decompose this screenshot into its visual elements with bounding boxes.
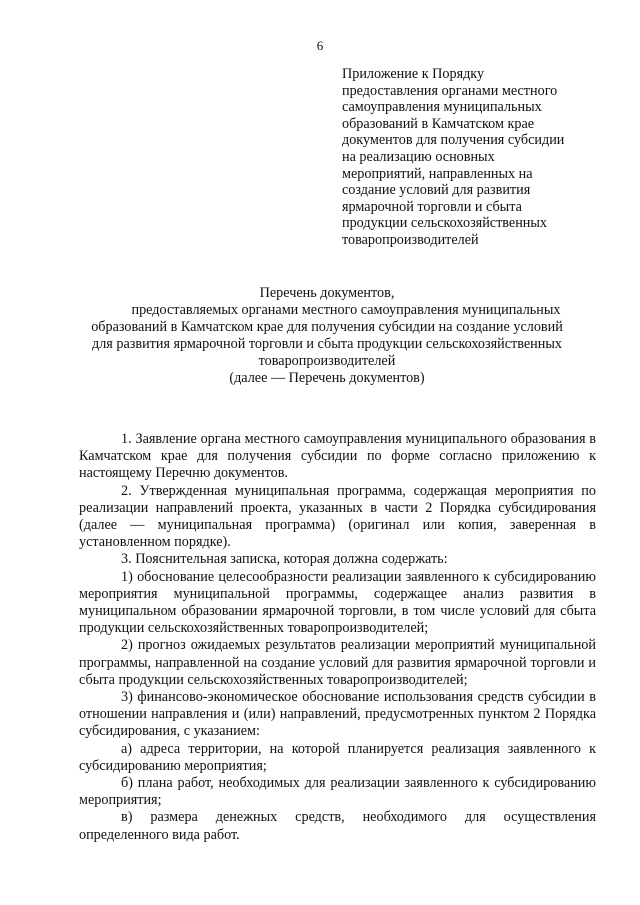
heading-line: для развития ярмарочной торговли и сбыта продукции сельскохозяйственных [92, 336, 562, 352]
appendix-line: документов для получения субсидии [342, 132, 565, 149]
appendix-reference-block [342, 66, 602, 249]
paragraph: а) адреса территории, на которой планируется реализация заявленного к субсидированию мероприятия; [79, 740, 596, 774]
paragraph: 1) обоснование целесообразности реализации заявленного к субсидированию мероприятия муниципальной программы, содержащее анализ развития в муниципальном образовании ярмарочной торговли, в том числе условий для сбыта продукции сельскохозяйственных товаропроизводителей; [79, 568, 596, 637]
appendix-line: продукции сельскохозяйственных [342, 215, 548, 232]
heading-line: товаропроизводителей [258, 353, 396, 369]
document-heading [60, 285, 594, 387]
heading-line: предоставляемых органами местного самоуправления муниципальных [131, 302, 561, 318]
appendix-line: самоуправления муниципальных [342, 99, 542, 116]
heading-line: (далее — Перечень документов) [229, 370, 425, 386]
paragraph: 3) финансово-экономическое обоснование использования средств субсидии в отношении направления и (или) направлений, предусмотренных пунктом 2 Порядка субсидирования, с указанием: [79, 689, 596, 740]
paragraph: в) размера денежных средств, необходимого для осуществления определенного вида работ. [79, 809, 596, 843]
paragraph: б) плана работ, необходимых для реализации заявленного к субсидированию мероприятия; [79, 775, 596, 809]
appendix-line: на реализацию основных [342, 148, 495, 165]
appendix-line: образований в Камчатском крае [342, 115, 535, 132]
appendix-line: предоставления органами местного [342, 82, 558, 99]
paragraph: 2) прогноз ожидаемых результатов реализации мероприятий муниципальной программы, направленной на создание условий для развития ярмарочной торговли и сбыта продукции сельскохозяйственных товаропроизводителей; [79, 637, 596, 688]
paragraph: 3. Пояснительная записка, которая должна содержать: [121, 551, 448, 568]
appendix-line: Приложение к Порядку [342, 66, 485, 82]
appendix-line: ярмарочной торговли и сбыта [342, 198, 522, 215]
paragraph: 2. Утвержденная муниципальная программа, содержащая мероприятия по реализации направлений проекта, указанных в части 2 Порядка субсидирования (далее — муниципальная программа) (оригинал или копия, заверенная в установленном порядке). [79, 482, 596, 551]
paragraph: 1. Заявление органа местного самоуправления муниципального образования в Камчатском крае для получения субсидии по форме согласно приложению к настоящему Перечню документов. [79, 431, 596, 482]
heading-title: Перечень документов, [259, 285, 395, 301]
page-number: 6 [316, 38, 324, 53]
appendix-line: товаропроизводителей [342, 231, 479, 248]
heading-line: образований в Камчатском крае для получения субсидии на создание условий [91, 319, 563, 335]
document-body [79, 431, 596, 844]
appendix-line: мероприятий, направленных на [342, 165, 533, 182]
appendix-line: создание условий для развития [342, 182, 531, 199]
